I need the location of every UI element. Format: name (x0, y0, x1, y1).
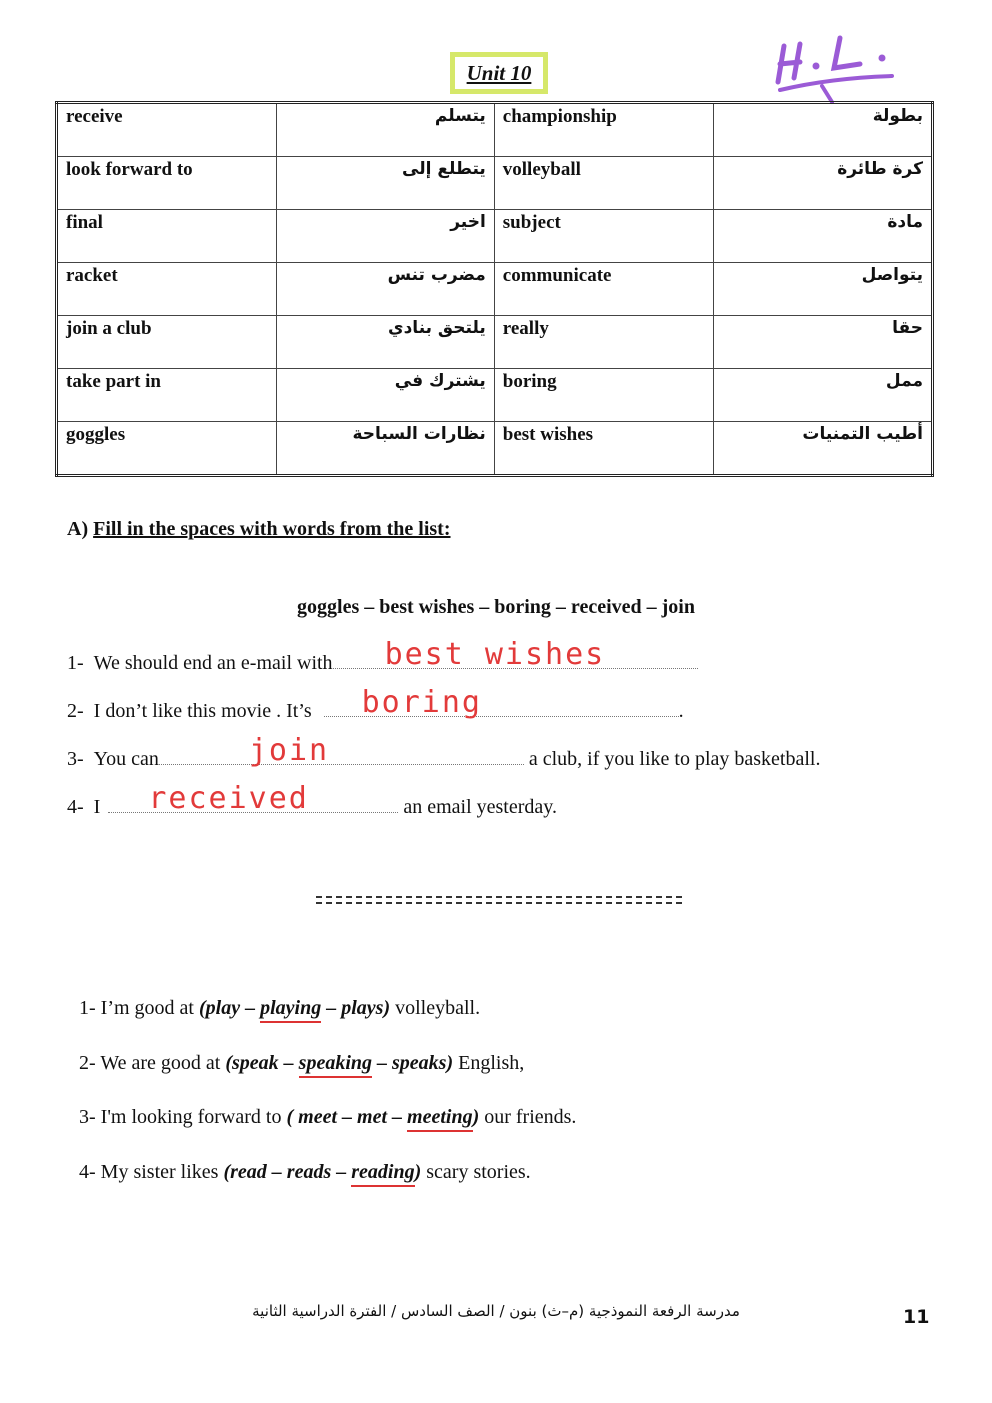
arabic-translation: نظارات السباحة (276, 422, 494, 476)
english-word: look forward to (57, 157, 277, 210)
english-word: receive (57, 103, 277, 157)
selected-option[interactable]: meeting (407, 1106, 473, 1132)
arabic-translation: بطولة (714, 103, 933, 157)
footer-school-text: مدرسة الرفعة النموذجية (م–ث) بنون / الصف السادس / الفترة الدراسية الثانية (252, 1302, 740, 1320)
arabic-translation: اخير (276, 210, 494, 263)
english-word: boring (494, 369, 713, 422)
option[interactable]: play (205, 997, 241, 1019)
arabic-translation: كرة طائرة (714, 157, 933, 210)
arabic-translation: مادة (714, 210, 933, 263)
english-word: racket (57, 263, 277, 316)
section-divider (316, 902, 682, 904)
unit-title: Unit 10 (450, 52, 548, 94)
english-word: volleyball (494, 157, 713, 210)
selected-option[interactable]: speaking (299, 1052, 372, 1078)
english-word: final (57, 210, 277, 263)
word-list: goggles – best wishes – boring – received – join (297, 596, 695, 618)
arabic-translation: يتطلع إلى (276, 157, 494, 210)
arabic-translation: يشترك في (276, 369, 494, 422)
arabic-translation: يلتحق بنادي (276, 316, 494, 369)
vocab-row (57, 157, 933, 210)
vocab-row (57, 422, 933, 476)
section-a-heading: A) Fill in the spaces with words from the list: (67, 518, 451, 540)
option[interactable]: met (357, 1106, 388, 1128)
answer-blank[interactable] (159, 733, 524, 768)
fill-item-3: 3- You can join a club, if you like to play basketball. (67, 733, 821, 770)
selected-option[interactable]: playing (260, 997, 321, 1023)
vocab-row (57, 210, 933, 263)
teacher-initials-mark (770, 20, 905, 110)
vocabulary-table (55, 101, 934, 477)
option[interactable]: speaks (392, 1052, 447, 1074)
arabic-translation: ممل (714, 369, 933, 422)
fill-item-2: 2- I don’t like this movie . It’s boring . (67, 685, 684, 722)
english-word: join a club (57, 316, 277, 369)
page-number: 11 (903, 1306, 930, 1328)
handwritten-answer: received (148, 781, 309, 816)
choice-item-2: 2- We are good at (speak – speaking – speaks) English, (79, 1052, 524, 1075)
handwritten-answer: boring (361, 685, 482, 720)
handwritten-answer: best wishes (384, 637, 606, 672)
option[interactable]: read (230, 1161, 267, 1183)
arabic-translation: مضرب تنس (276, 263, 494, 316)
option[interactable]: speak (231, 1052, 279, 1074)
english-word: best wishes (494, 422, 713, 476)
vocab-row (57, 369, 933, 422)
english-word: take part in (57, 369, 277, 422)
arabic-translation: أطيب التمنيات (714, 422, 933, 476)
handwritten-answer: join (248, 733, 330, 768)
arabic-translation: حقا (714, 316, 933, 369)
vocab-row (57, 103, 933, 157)
choice-item-4: 4- My sister likes (read – reads – reading) scary stories. (79, 1161, 531, 1184)
option[interactable]: meet (298, 1106, 338, 1128)
english-word: goggles (57, 422, 277, 476)
selected-option[interactable]: reading (351, 1161, 414, 1187)
english-word: championship (494, 103, 713, 157)
english-word: really (494, 316, 713, 369)
vocab-row (57, 263, 933, 316)
choice-item-3: 3- I'm looking forward to ( meet – met – meeting) our friends. (79, 1106, 576, 1129)
arabic-translation: يتسلم (276, 103, 494, 157)
arabic-translation: يتواصل (714, 263, 933, 316)
english-word: communicate (494, 263, 713, 316)
choice-item-1: 1- I’m good at (play – playing – plays) volleyball. (79, 997, 480, 1020)
option[interactable]: plays (341, 997, 384, 1019)
section-divider (316, 896, 682, 898)
fill-item-4: 4- I received an email yesterday. (67, 781, 557, 818)
fill-item-1: 1- We should end an e-mail with best wishes (67, 650, 698, 675)
option[interactable]: reads (286, 1161, 332, 1183)
english-word: subject (494, 210, 713, 263)
answer-blank[interactable] (333, 637, 698, 672)
vocab-row (57, 316, 933, 369)
